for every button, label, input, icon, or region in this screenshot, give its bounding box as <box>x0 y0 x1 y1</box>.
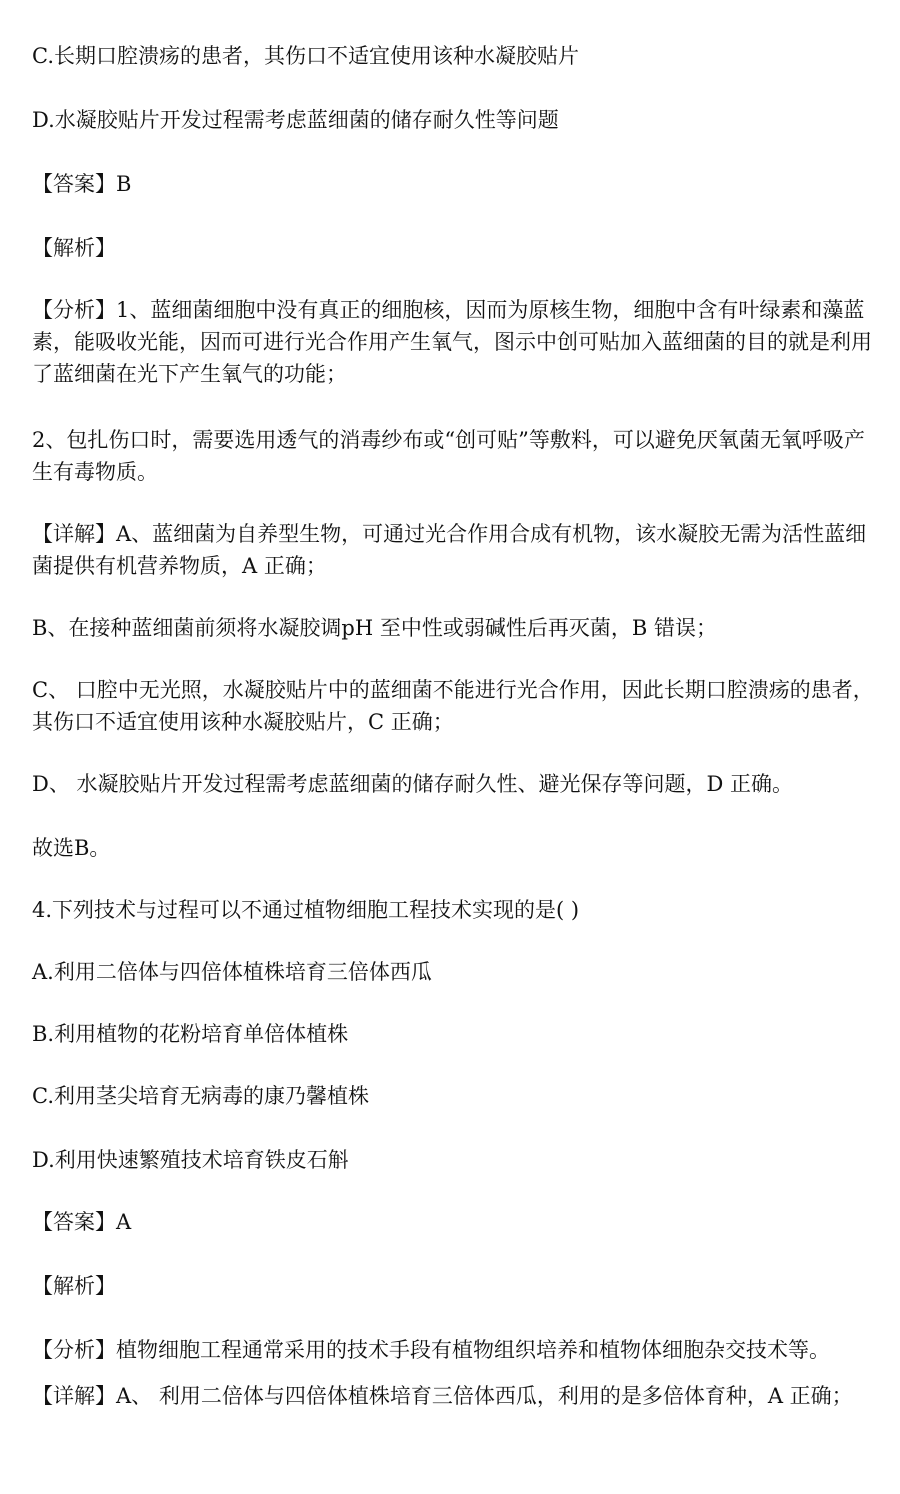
detail-d: D、 水凝胶贴片开发过程需考虑蓝细菌的储存耐久性、避光保存等问题，D 正确。 <box>32 772 794 796</box>
q4-detail-a: 【详解】A、 利用二倍体与四倍体植株培育三倍体西瓜，利用的是多倍体育种，A 正确； <box>32 1384 853 1408</box>
detail-c: C、 口腔中无光照，水凝胶贴片中的蓝细菌不能进行光合作用，因此长期口腔溃疡的患者，其伤口不适宜使用该种水凝胶贴片，C 正确； <box>32 678 874 734</box>
detail-a: 【详解】A、蓝细菌为自养型生物，可通过光合作用合成有机物，该水凝胶无需为活性蓝细菌提供有机营养物质，A 正确； <box>32 522 867 578</box>
q4-answer-label: 【答案】A <box>32 1210 132 1234</box>
q4-option-a: A.利用二倍体与四倍体植株培育三倍体西瓜 <box>32 960 432 984</box>
conclusion: 故选B。 <box>32 836 111 860</box>
answer-label: 【答案】B <box>32 172 132 196</box>
q4-option-b: B.利用植物的花粉培育单倍体植株 <box>32 1022 349 1046</box>
analysis-paragraph-1: 【分析】1、蓝细菌细胞中没有真正的细胞核，因而为原核生物，细胞中含有叶绿素和藻蓝素，能吸收光能，因而可进行光合作用产生氧气，图示中创可贴加入蓝细菌的目的就是利用了蓝细菌在光下产生氧气的功能； <box>32 298 872 386</box>
q4-analysis-heading: 【解析】 <box>32 1274 116 1298</box>
q4-analysis: 【分析】植物细胞工程通常采用的技术手段有植物组织培养和植物体细胞杂交技术等。 <box>32 1338 830 1362</box>
analysis-heading: 【解析】 <box>32 236 116 260</box>
analysis-paragraph-2: 2、包扎伤口时，需要选用透气的消毒纱布或“创可贴”等敷料，可以避免厌氧菌无氧呼吸产生有毒物质。 <box>32 428 865 484</box>
q4-option-d: D.利用快速繁殖技术培育铁皮石斛 <box>32 1148 349 1172</box>
q4-option-c: C.利用茎尖培育无病毒的康乃馨植株 <box>32 1084 369 1108</box>
option-c: C.长期口腔溃疡的患者，其伤口不适宜使用该种水凝胶贴片 <box>32 44 579 68</box>
question-4: 4.下列技术与过程可以不通过植物细胞工程技术实现的是( ) <box>32 898 580 922</box>
detail-b: B、在接种蓝细菌前须将水凝胶调pH 至中性或弱碱性后再灭菌，B 错误； <box>32 616 717 640</box>
option-d: D.水凝胶贴片开发过程需考虑蓝细菌的储存耐久性等问题 <box>32 108 559 132</box>
